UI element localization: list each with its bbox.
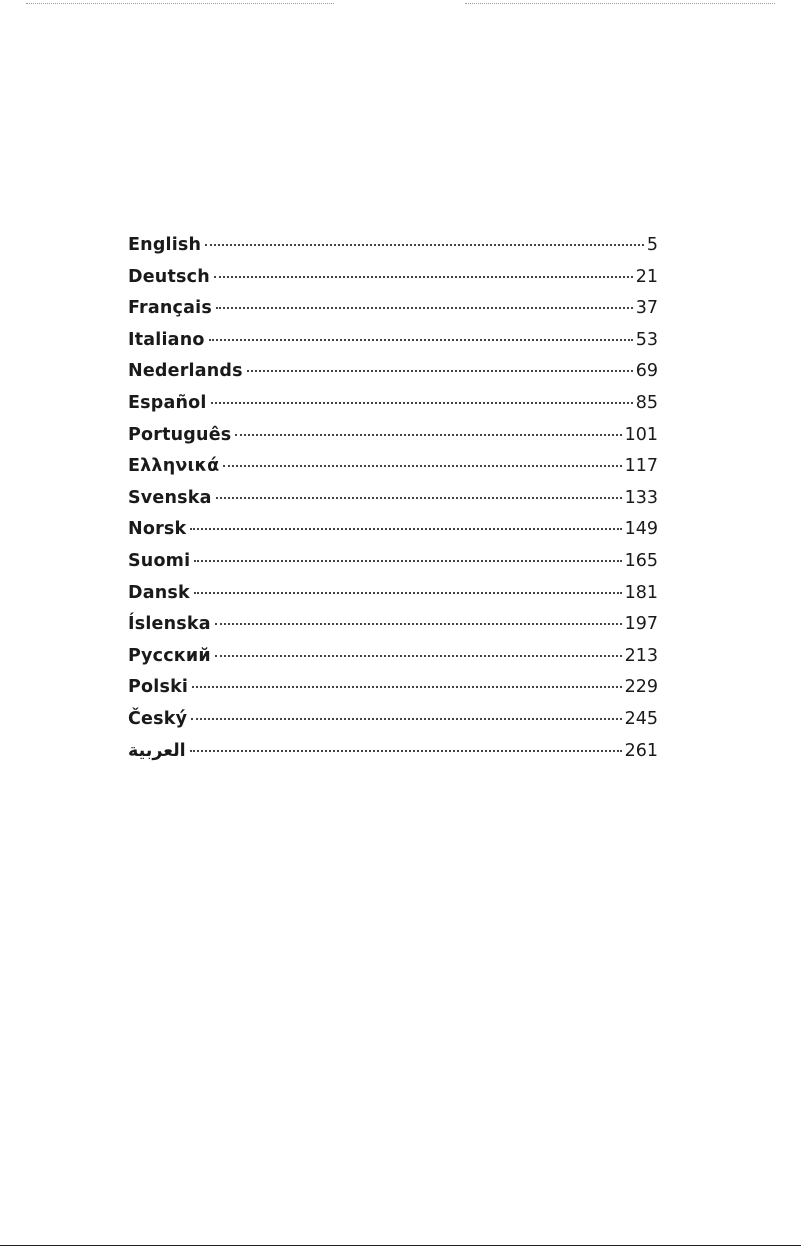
toc-entry-page: 21 — [635, 266, 658, 287]
toc-entry-label: Français — [128, 298, 212, 319]
top-dotted-rule-right — [465, 3, 775, 4]
toc-entry-page: 53 — [635, 329, 658, 350]
toc-entry-label: Русский — [128, 645, 211, 666]
toc-entry-page: 213 — [624, 645, 658, 666]
dot-leader — [194, 586, 622, 594]
toc-entry-label: Português — [128, 424, 232, 445]
toc-entry-polski[interactable] — [128, 674, 658, 706]
toc-entry-page: 5 — [646, 235, 658, 255]
toc-entry-cesky[interactable] — [128, 706, 658, 738]
toc-entry-label: Dansk — [128, 582, 190, 603]
dot-leader — [205, 238, 644, 246]
toc-entry-francais[interactable] — [128, 295, 658, 327]
toc-entry-page: 37 — [635, 298, 658, 319]
toc-entry-espanol[interactable] — [128, 390, 658, 422]
dot-leader — [211, 396, 633, 404]
toc-entry-page: 149 — [624, 519, 658, 540]
toc-entry-label: Norsk — [128, 519, 187, 540]
toc-entry-label: العربية — [128, 740, 186, 761]
toc-entry-page: 165 — [624, 550, 658, 571]
dot-leader — [191, 712, 621, 720]
table-of-contents — [128, 232, 658, 769]
toc-entry-label: Suomi — [128, 550, 191, 571]
toc-entry-suomi[interactable] — [128, 548, 658, 580]
toc-entry-label: English — [128, 235, 202, 255]
toc-entry-label: Ελληνικά — [128, 456, 220, 477]
dot-leader — [216, 491, 622, 499]
dot-leader — [215, 649, 622, 657]
toc-entry-page: 261 — [624, 740, 658, 761]
dot-leader — [209, 333, 633, 341]
toc-entry-portugues[interactable] — [128, 422, 658, 454]
toc-entry-nederlands[interactable] — [128, 358, 658, 390]
dot-leader — [215, 617, 622, 625]
toc-entry-label: Svenska — [128, 487, 212, 508]
dot-leader — [235, 428, 621, 436]
toc-entry-page: 117 — [624, 456, 658, 477]
toc-entry-label: Deutsch — [128, 266, 210, 287]
toc-entry-label: Italiano — [128, 329, 205, 350]
toc-entry-page: 69 — [635, 361, 658, 382]
toc-entry-deutsch[interactable] — [128, 264, 658, 296]
dot-leader — [190, 744, 622, 752]
toc-entry-dansk[interactable] — [128, 580, 658, 612]
toc-entry-norsk[interactable] — [128, 516, 658, 548]
toc-entry-page: 229 — [624, 677, 658, 698]
toc-entry-page: 101 — [624, 424, 658, 445]
dot-leader — [192, 680, 621, 688]
top-dotted-rule-left — [26, 3, 334, 4]
bottom-page-rule — [0, 1245, 801, 1246]
toc-entry-arabic[interactable] — [128, 738, 658, 770]
toc-entry-italiano[interactable] — [128, 327, 658, 359]
dot-leader — [190, 522, 621, 530]
toc-entry-english[interactable] — [128, 232, 658, 264]
toc-entry-page: 245 — [624, 708, 658, 729]
toc-entry-svenska[interactable] — [128, 485, 658, 517]
dot-leader — [194, 554, 621, 562]
toc-entry-greek[interactable] — [128, 453, 658, 485]
toc-entry-page: 197 — [624, 614, 658, 635]
toc-entry-label: Español — [128, 392, 207, 413]
toc-entry-label: Český — [128, 708, 188, 729]
dot-leader — [216, 301, 633, 309]
dot-leader — [247, 364, 633, 372]
toc-entry-page: 181 — [624, 582, 658, 603]
toc-entry-page: 85 — [635, 392, 658, 413]
toc-entry-label: Íslenska — [128, 614, 211, 635]
toc-entry-page: 133 — [624, 487, 658, 508]
dot-leader — [214, 270, 633, 278]
toc-entry-label: Polski — [128, 677, 189, 698]
toc-entry-label: Nederlands — [128, 361, 243, 382]
dot-leader — [223, 459, 621, 467]
toc-entry-islenska[interactable] — [128, 611, 658, 643]
toc-entry-russian[interactable] — [128, 643, 658, 675]
